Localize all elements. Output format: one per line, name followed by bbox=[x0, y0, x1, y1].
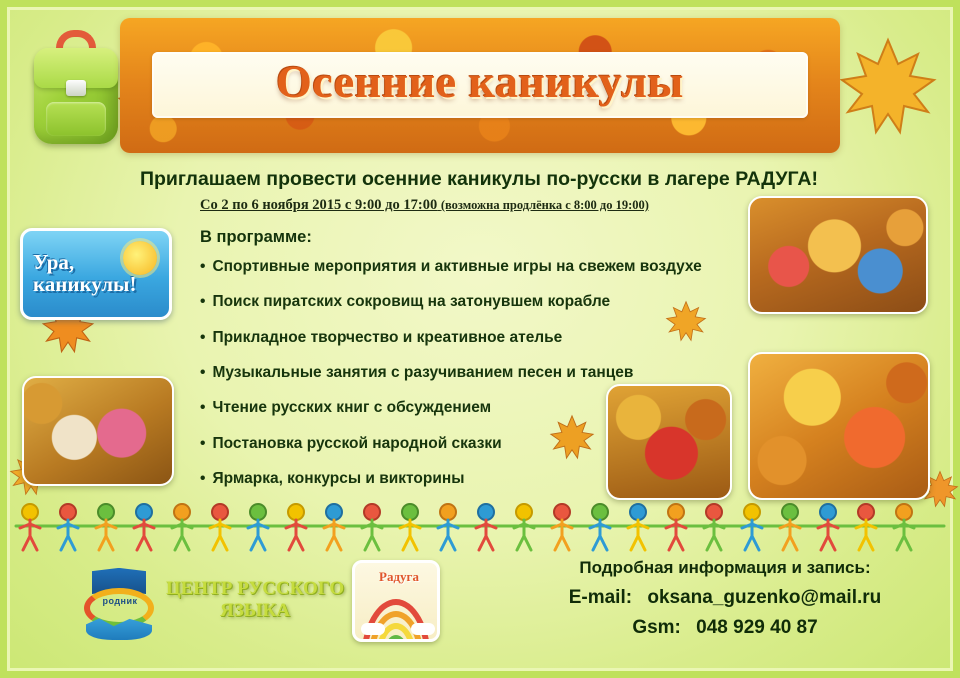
list-item: • Поиск пиратских сокровищ на затонувшем корабле bbox=[200, 293, 760, 311]
backpack-icon bbox=[26, 28, 132, 150]
rodnik-logo-word: родник bbox=[102, 596, 138, 606]
children-chain-divider bbox=[10, 500, 950, 556]
contact-phone-row bbox=[510, 617, 940, 639]
list-item: • Чтение русских книг с обсуждением bbox=[200, 399, 760, 417]
phone-value[interactable]: 048 929 40 87 bbox=[696, 617, 818, 638]
program-label: В программе: bbox=[200, 228, 312, 246]
list-item: • Прикладное творчество и креативное ателье bbox=[200, 329, 760, 347]
russian-language-center-label bbox=[150, 578, 360, 622]
contact-block bbox=[510, 558, 940, 647]
ura-kanikuly-badge bbox=[20, 228, 172, 320]
center-line-1: ЦЕНТР РУССКОГО bbox=[165, 578, 345, 599]
camp-dates bbox=[200, 197, 649, 214]
badge-line-1: Ура, bbox=[33, 250, 75, 274]
camp-dates-extended: (возможна продлёнка с 8:00 до 19:00) bbox=[440, 198, 649, 212]
contact-email-row bbox=[510, 587, 940, 609]
cloud-icon bbox=[361, 623, 385, 635]
badge-line-2: каникулы! bbox=[33, 272, 137, 297]
cloud-icon bbox=[411, 623, 435, 635]
email-value[interactable]: oksana_guzenko@mail.ru bbox=[647, 587, 882, 608]
list-item: • Постановка русской народной сказки bbox=[200, 435, 760, 453]
raduga-logo-word: Радуга bbox=[379, 569, 419, 584]
email-label: E-mail: bbox=[568, 587, 633, 608]
list-item: • Спортивные мероприятия и активные игры на свежем воздухе bbox=[200, 258, 760, 276]
poster-title: Осенние каникулы bbox=[276, 56, 684, 107]
two-children-in-park-photo bbox=[22, 376, 174, 486]
list-item: • Музыкальные занятия с разучиванием песен и танцев bbox=[200, 364, 760, 382]
list-item: • Ярмарка, конкурсы и викторины bbox=[200, 470, 760, 488]
header-banner bbox=[120, 18, 840, 153]
phone-label: Gsm: bbox=[632, 617, 681, 638]
invitation-headline: Приглашаем провести осенние каникулы по-русски в лагере РАДУГА! bbox=[140, 168, 818, 190]
raduga-logo bbox=[352, 560, 440, 642]
badge-label bbox=[33, 251, 145, 295]
girl-in-autumn-leaves-photo bbox=[748, 352, 930, 500]
maple-leaf-icon bbox=[836, 36, 940, 136]
center-line-2: ЯЗЫКА bbox=[220, 599, 290, 621]
kids-lying-in-circle-photo bbox=[748, 196, 928, 314]
camp-dates-main: Со 2 по 6 ноября 2015 с 9:00 до 17:00 bbox=[200, 197, 438, 213]
contact-title: Подробная информация и запись: bbox=[579, 558, 871, 577]
girl-throwing-leaves-photo bbox=[606, 384, 732, 500]
